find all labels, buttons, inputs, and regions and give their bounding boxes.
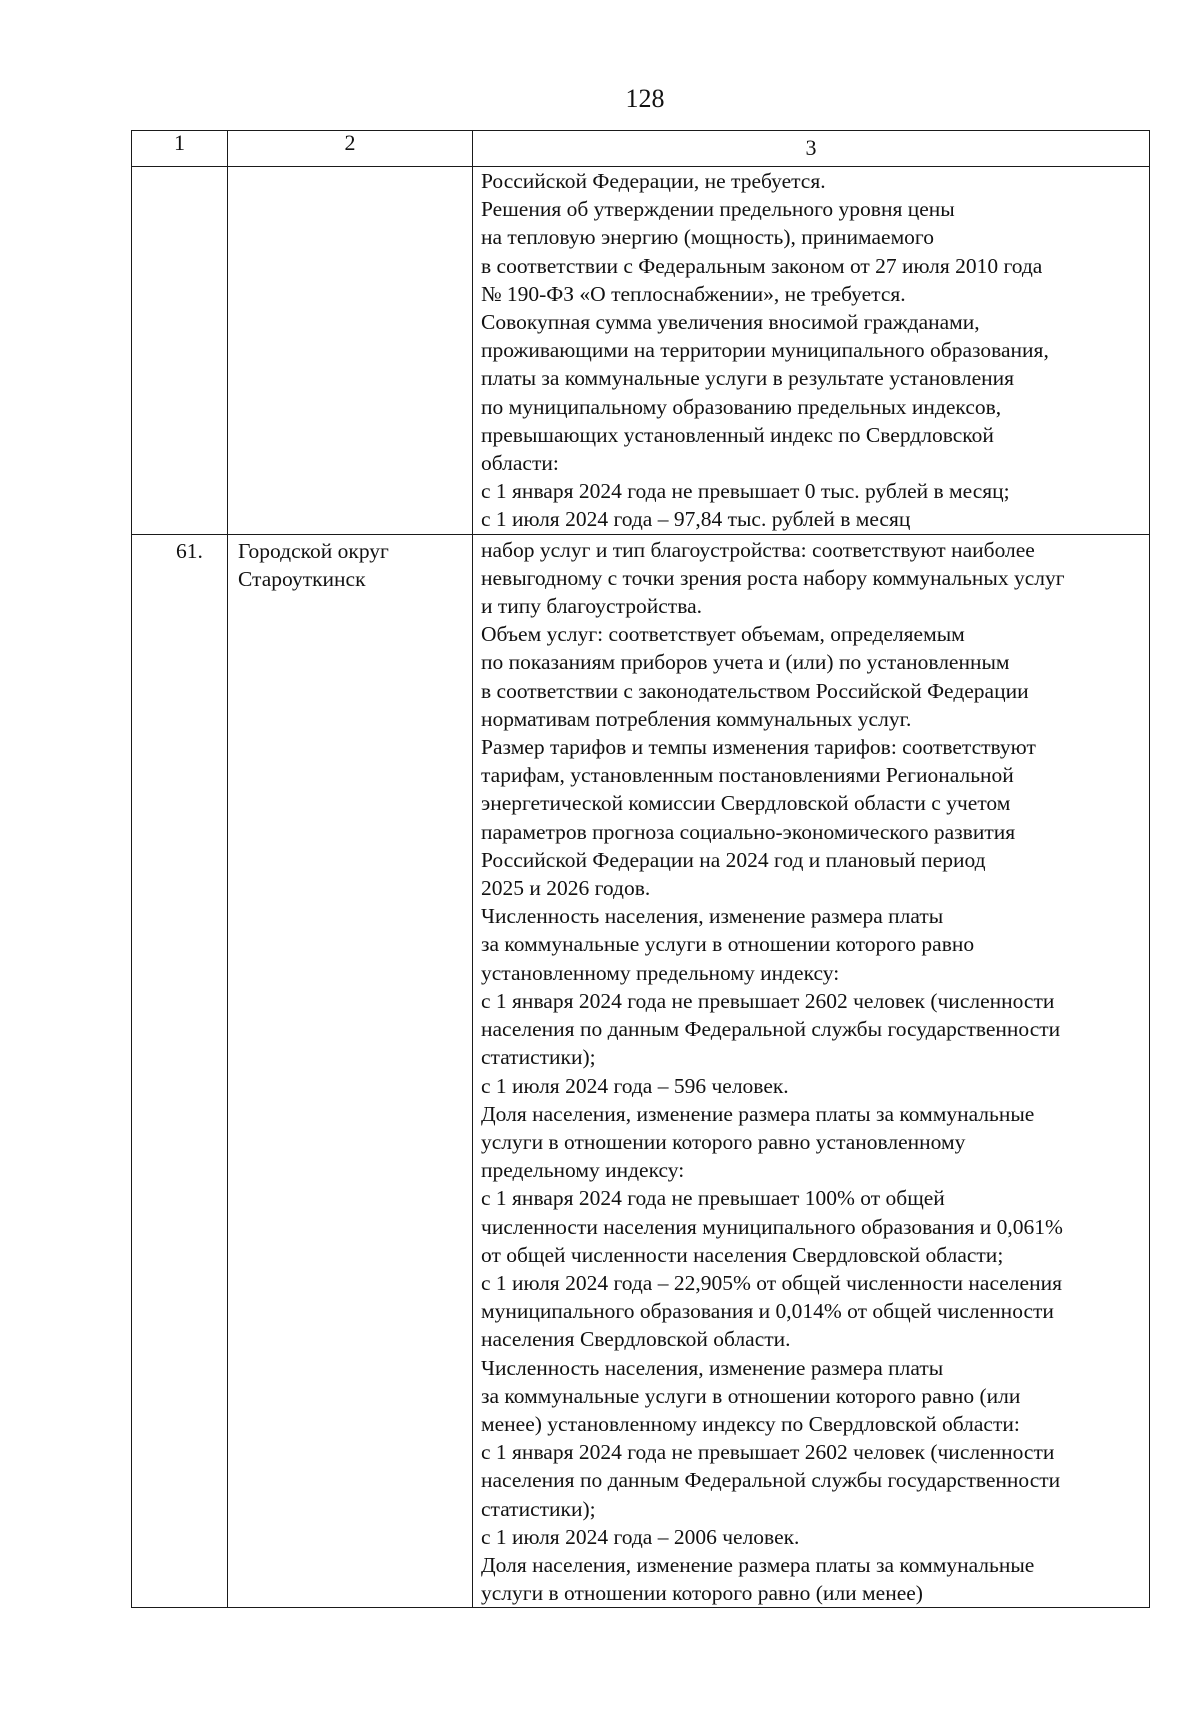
continuation-number-cell: [132, 167, 228, 535]
text-line: невыгодному с точки зрения роста набору коммунальных услуг: [481, 565, 1065, 590]
text-line: с 1 января 2024 года не превышает 2602 человек (численности: [481, 1440, 1055, 1465]
text-line: Российской Федерации, не требуется.: [481, 169, 826, 193]
text-line: энергетической комиссии Свердловской области с учетом: [481, 791, 1011, 816]
text-line: численности населения муниципального образования и 0,061%: [481, 1214, 1063, 1239]
text-line: тарифам, установленным постановлениями Региональной: [481, 763, 1014, 788]
text-line: с 1 июля 2024 года – 2006 человек.: [481, 1524, 800, 1549]
text-line: населения по данным Федеральной службы государственности: [481, 1017, 1061, 1042]
text-line: муниципального образования и 0,014% от общей численности: [481, 1299, 1054, 1324]
text-line: параметров прогноза социально-экономического развития: [481, 819, 1016, 844]
text-line: платы за коммунальные услуги в результате установления: [481, 366, 1015, 391]
text-line: превышающих установленный индекс по Свердловской: [481, 422, 994, 447]
header-col-1: 1: [132, 131, 228, 167]
text-line: по муниципальному образованию предельных индексов,: [481, 394, 1002, 419]
text-line: проживающими на территории муниципального образования,: [481, 338, 1049, 363]
text-line: от общей численности населения Свердловской области;: [481, 1242, 1004, 1267]
text-line: области:: [481, 451, 559, 476]
continuation-name-cell: [228, 167, 473, 535]
header-col-2: 2: [228, 131, 473, 167]
text-line: Российской Федерации на 2024 год и плановый период: [481, 847, 986, 872]
text-line: статистики);: [481, 1045, 596, 1070]
text-line: Численность населения, изменение размера платы: [481, 904, 944, 929]
text-line: услуги в отношении которого равно установленному: [481, 1129, 966, 1154]
text-line: Объем услуг: соответствует объемам, определяемым: [481, 622, 965, 647]
text-line: набор услуг и тип благоустройства: соответствуют наиболее: [481, 537, 1035, 562]
text-line: с 1 июля 2024 года – 22,905% от общей численности населения: [481, 1270, 1062, 1295]
municipality-name-line: Городской округ: [238, 538, 389, 563]
text-line: статистики);: [481, 1496, 596, 1521]
text-line: на тепловую энергию (мощность), принимаемого: [481, 225, 934, 250]
table-row-61: [132, 534, 1150, 1608]
text-line: Размер тарифов и темпы изменения тарифов: соответствуют: [481, 735, 1036, 760]
text-line: Решения об утверждении предельного уровня цены: [481, 197, 955, 222]
text-line: Численность населения, изменение размера платы: [481, 1355, 944, 1380]
text-line: за коммунальные услуги в отношении которого равно (или: [481, 1383, 1021, 1408]
text-line: в соответствии с законодательством Российской Федерации: [481, 678, 1029, 703]
text-line: № 190-ФЗ «О теплоснабжении», не требуется.: [481, 281, 906, 306]
text-line: Совокупная сумма увеличения вносимой гражданами,: [481, 310, 980, 335]
row-61-text-cell: [473, 534, 1150, 1608]
table-row-continuation: [132, 167, 1150, 535]
page-number: 128: [625, 84, 665, 113]
text-line: с 1 января 2024 года не превышает 100% от общей: [481, 1186, 945, 1211]
text-line: менее) установленному индексу по Свердловской области:: [481, 1411, 1020, 1436]
text-line: с 1 января 2024 года не превышает 0 тыс. рублей в месяц;: [481, 479, 1010, 504]
municipality-name: [228, 534, 473, 1608]
table-header-row: [132, 131, 1150, 167]
text-line: в соответствии с Федеральным законом от 27 июля 2010 года: [481, 253, 1043, 278]
continuation-text-cell: [473, 167, 1150, 535]
text-line: населения по данным Федеральной службы государственности: [481, 1468, 1061, 1493]
text-line: 2025 и 2026 годов.: [481, 876, 651, 901]
text-line: с 1 июля 2024 года – 596 человек.: [481, 1073, 789, 1098]
text-line: населения Свердловской области.: [481, 1327, 791, 1352]
text-line: и типу благоустройства.: [481, 594, 702, 619]
text-line: Доля населения, изменение размера платы за коммунальные: [481, 1552, 1035, 1577]
text-line: по показаниям приборов учета и (или) по установленным: [481, 650, 1010, 675]
text-line: услуги в отношении которого равно (или менее): [481, 1581, 923, 1606]
text-line: Доля населения, изменение размера платы за коммунальные: [481, 1101, 1035, 1126]
header-col-3: 3: [473, 131, 1150, 167]
row-number: 61.: [132, 534, 228, 1608]
tariff-table: [131, 130, 1150, 1608]
text-line: установленному предельному индексу:: [481, 960, 840, 985]
text-line: с 1 января 2024 года не превышает 2602 человек (численности: [481, 988, 1055, 1013]
text-line: с 1 июля 2024 года – 97,84 тыс. рублей в месяц: [481, 507, 911, 532]
municipality-name-line: Староуткинск: [238, 566, 366, 591]
text-line: за коммунальные услуги в отношении которого равно: [481, 932, 975, 957]
text-line: нормативам потребления коммунальных услуг.: [481, 706, 912, 731]
text-line: предельному индексу:: [481, 1158, 685, 1183]
